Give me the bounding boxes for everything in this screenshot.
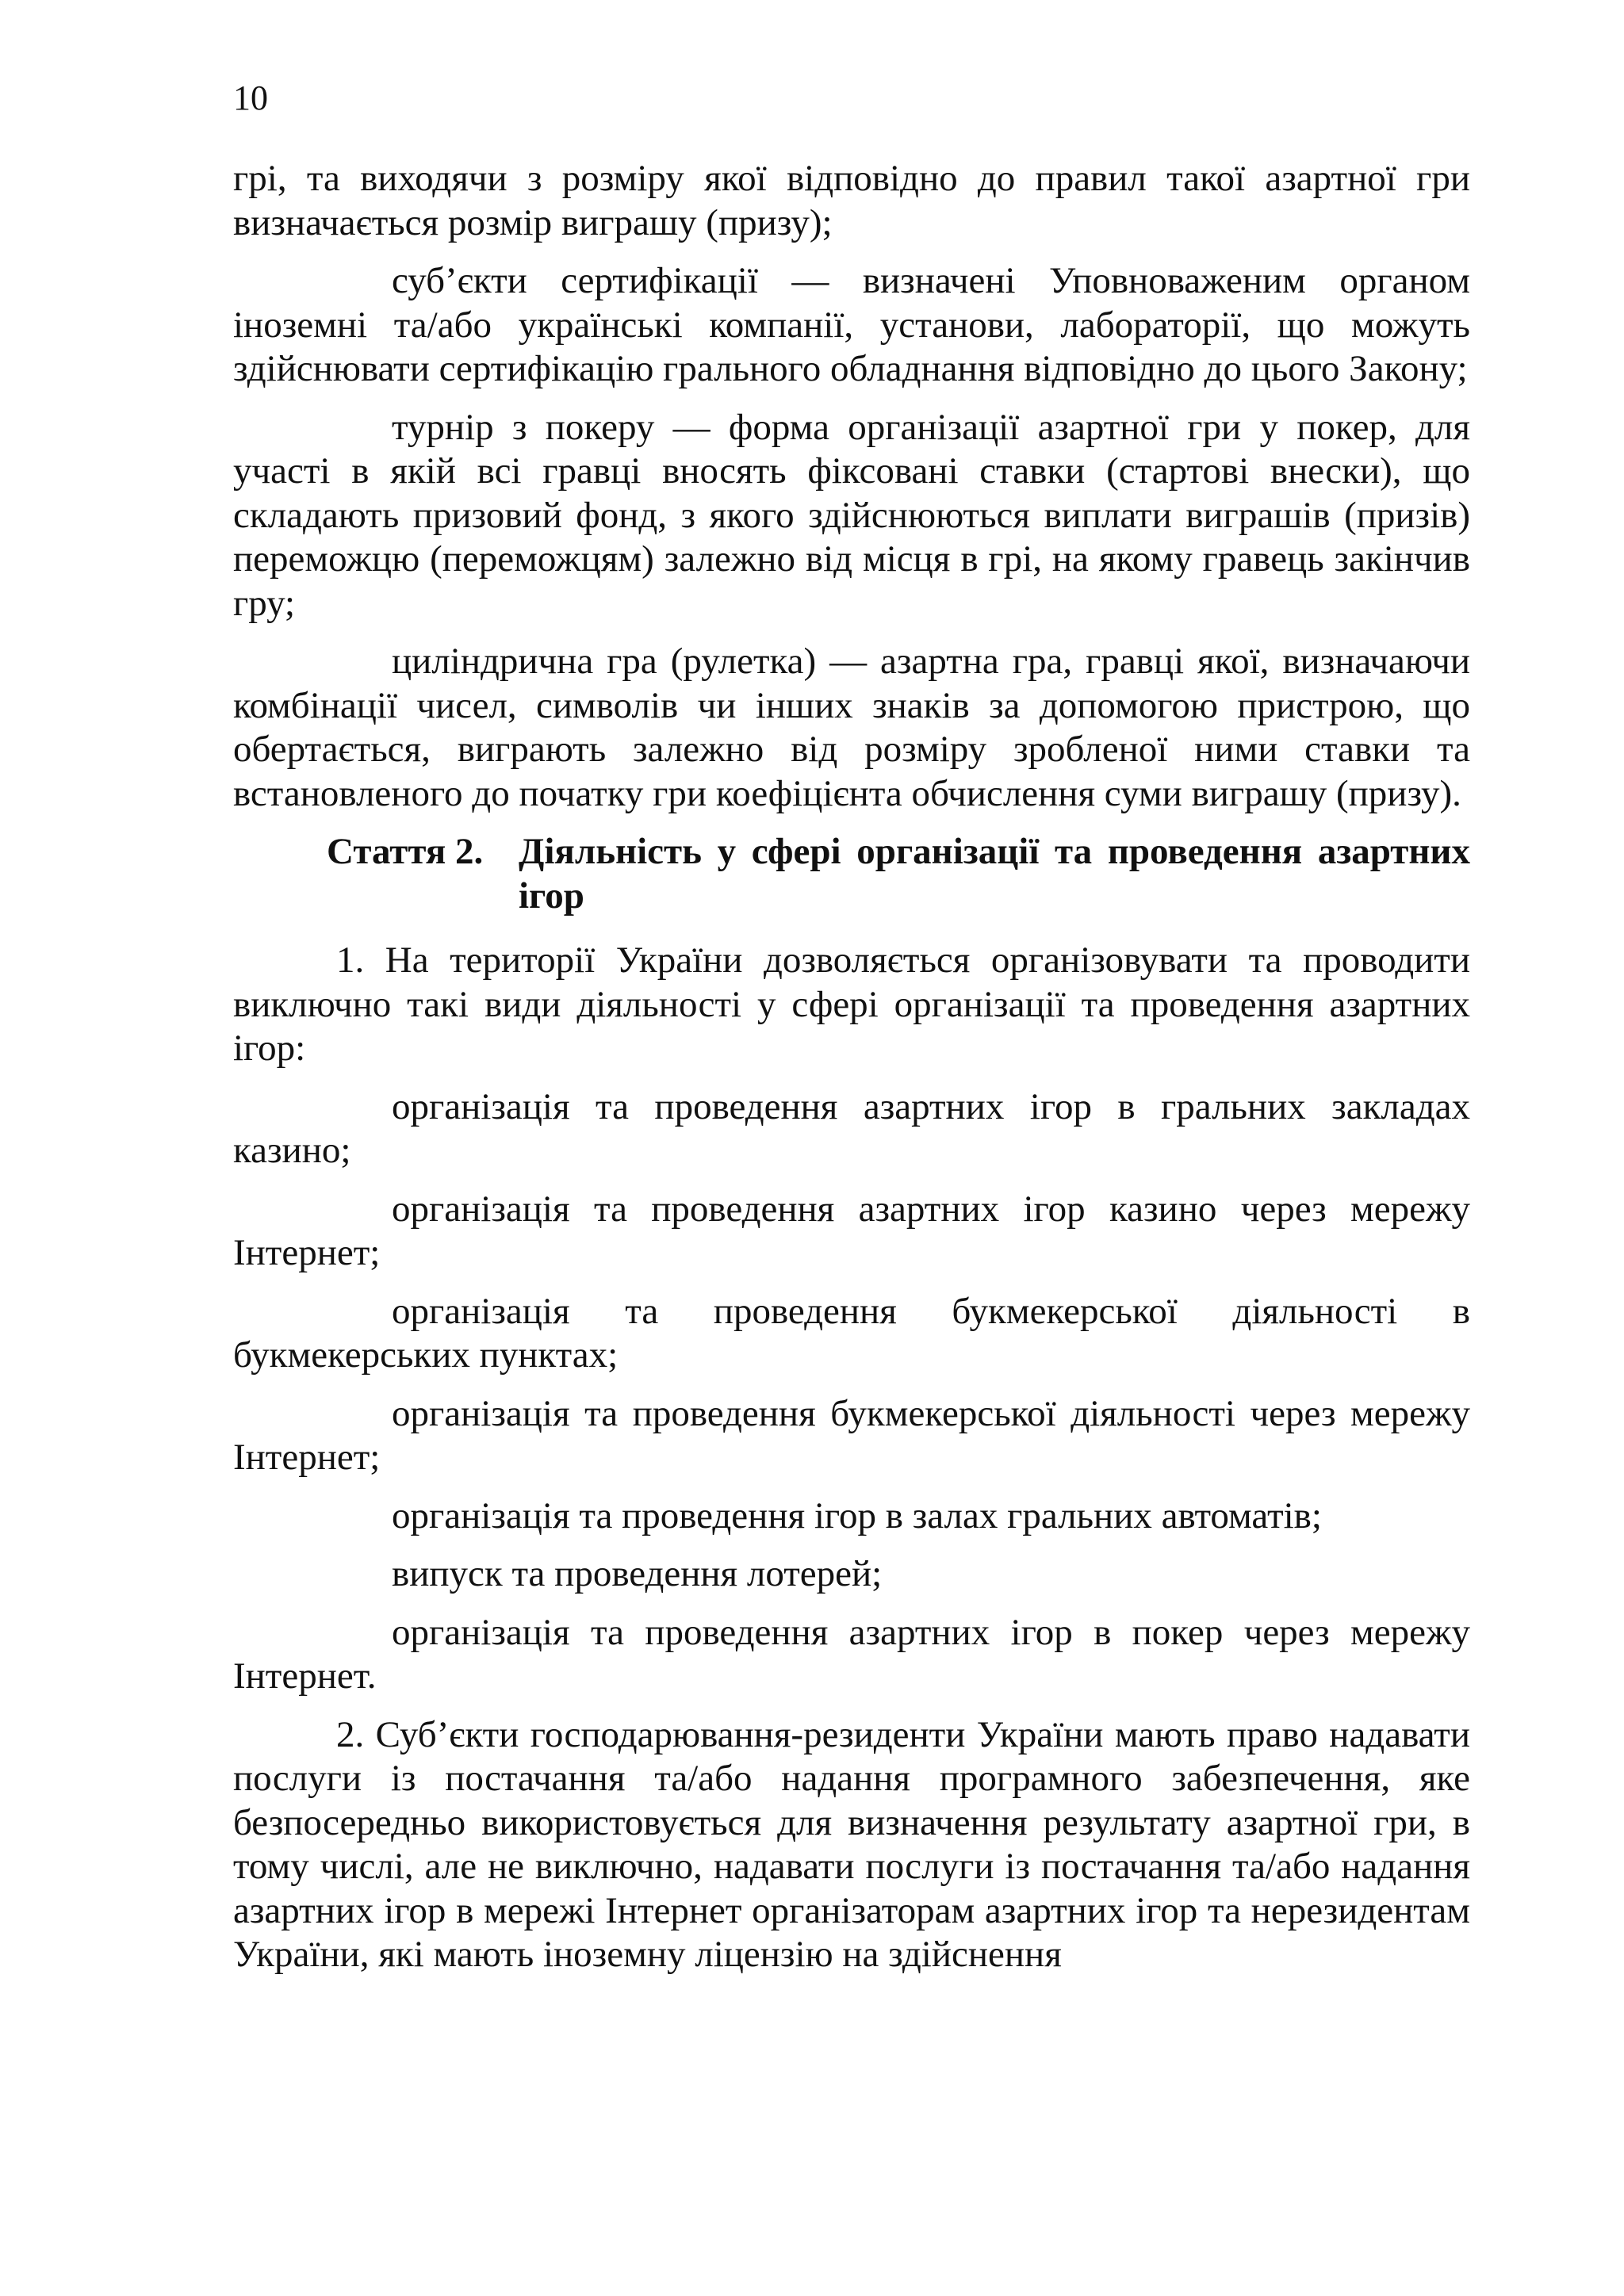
- clause-1: 1. На території України дозволяється організовувати та проводити виключно такі види діяльності у сфері організації та проведення азартних ігор:: [233, 939, 1470, 1069]
- definition-poker-tournament: турнір з покеру — форма організації азартної гри у покер, для участі в якій всі гравці вносять фіксовані ставки (стартові внески), що складають призовий фонд, з якого здійснюються виплати виграшів (призів) переможцю (переможцям) залежно від місця в грі, на якому гравець закінчив гру;: [233, 406, 1470, 624]
- list-item-casino: організація та проведення азартних ігор в гральних закладах казино;: [233, 1085, 1470, 1171]
- list-item-slot-halls: організація та проведення ігор в залах гральних автоматів;: [392, 1494, 1322, 1536]
- document-body: [233, 157, 1470, 1992]
- list-item-bookmaker-points: організація та проведення букмекерської діяльності в букмекерських пунктах;: [233, 1290, 1470, 1376]
- list-item-lotteries: випуск та проведення лотерей;: [392, 1553, 883, 1594]
- paragraph-continuation: грі, та виходячи з розміру якої відповідно до правил такої азартної гри визначається розмір виграшу (призу);: [233, 158, 1470, 243]
- article-label: Стаття 2.: [327, 831, 484, 872]
- page-number: 10: [233, 78, 268, 117]
- list-item-online-bookmaker: організація та проведення букмекерської діяльності через мережу Інтернет;: [233, 1392, 1470, 1478]
- article-heading: [327, 830, 1470, 918]
- definition-certification-subjects: суб’єкти сертифікації — визначені Уповноваженим органом іноземні та/або українські компанії, установи, лабораторії, що можуть здійснювати сертифікацію грального обладнання відповідно до цього Закону;: [233, 260, 1470, 389]
- clause-2: 2. Суб’єкти господарювання-резиденти України мають право надавати послуги із постачання та/або надання програмного забезпечення, яке безпосередньо використовується для визначення результату азартної гри, в тому числі, але не виключно, надавати послуги із постачання та/або надання азартних ігор в мережі Інтернет організаторам азартних ігор та нерезидентам України, які мають іноземну ліцензію на здійснення: [233, 1713, 1470, 1975]
- list-item-online-casino: організація та проведення азартних ігор казино через мережу Інтернет;: [233, 1188, 1470, 1273]
- article-title: Діяльність у сфері організації та проведення азартних ігор: [519, 831, 1470, 916]
- definition-roulette: циліндрична гра (рулетка) — азартна гра, гравці якої, визначаючи комбінації чисел, символів чи інших знаків за допомогою пристрою, що обертається, виграють залежно від розміру зробленої ними ставки та встановленого до початку гри коефіцієнта обчислення суми виграшу (призу).: [233, 641, 1470, 814]
- list-item-online-poker: організація та проведення азартних ігор в покер через мережу Інтернет.: [233, 1611, 1470, 1697]
